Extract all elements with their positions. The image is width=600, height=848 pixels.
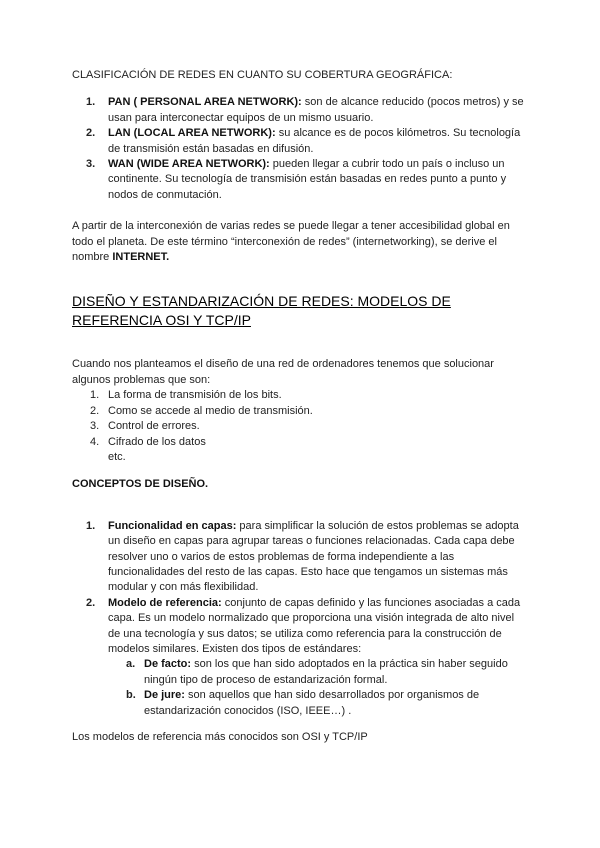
list-letter: a. (126, 658, 136, 671)
term-pan: PAN ( PERSONAL AREA NETWORK): (108, 96, 302, 109)
definition: son los que han sido adoptados en la práctica sin haber seguido ningún tipo de proceso de estandarización formal. (144, 658, 508, 686)
definition: para simplificar la solución de estos problemas se adopta un diseño en capas para agrupar tareas o funciones relacionadas. Cada capa debe resolver uno o varios de estos problemas de forma independiente a las funcionalidades del resto de las capas. Esto hace que tengamos un sistemas más modular y con más flexibilidad. (108, 519, 519, 594)
term-reference-model: Modelo de referencia: (108, 596, 222, 609)
list-item (72, 95, 528, 126)
concepts-list (72, 519, 528, 658)
definition: pueden llegar a cubrir todo un país o incluso un continente. Su tecnología de transmisión están basadas en redes punto a punto y nodos de conmutación. (108, 158, 507, 201)
list-number: 1. (86, 96, 96, 109)
list-item (72, 157, 528, 203)
standards-list (72, 657, 528, 719)
classification-intro: CLASIFICACIÓN DE REDES EN CUANTO SU COBERTURA GEOGRÁFICA: (72, 69, 453, 81)
list-number: 3. (86, 158, 96, 171)
list-number: 3. (90, 420, 100, 433)
list-item (72, 596, 528, 658)
term-lan: LAN (LOCAL AREA NETWORK): (108, 127, 276, 140)
concepts-heading: CONCEPTOS DE DISEÑO. (72, 478, 209, 491)
term-de-facto: De facto: (144, 658, 192, 671)
internet-paragraph (72, 219, 528, 265)
final-sentence: Los modelos de referencia más conocidos son OSI y TCP/IP (72, 731, 368, 743)
etc-text: etc. (108, 450, 126, 463)
list-item (72, 126, 528, 157)
network-types-list (72, 95, 528, 203)
term-wan: WAN (WIDE AREA NETWORK): (108, 158, 270, 171)
list-item (72, 688, 528, 719)
term-layers: Funcionalidad en capas: (108, 519, 237, 532)
internet-text: A partir de la interconexión de varias redes se puede llegar a tener accesibilidad global en todo el planeta. De este término “interconexión de redes” (internetworking), se derive el nombre (72, 220, 510, 264)
problem-text: Cifrado de los datos (108, 435, 206, 448)
problem-text: La forma de transmisión de los bits. (108, 389, 282, 402)
list-number: 4. (90, 435, 100, 448)
list-item (72, 388, 528, 403)
list-item (72, 435, 528, 450)
term-de-jure: De jure: (144, 689, 185, 702)
list-number: 2. (86, 127, 96, 140)
definition: conjunto de capas definido y las funciones asociadas a cada capa. Es un modelo normalizado que proporciona una visión integrada de alto nivel de una tecnología y sus datos; se utiliza como referencia para la construcción de modelos similares. Existen dos tipos de estándares: (108, 596, 521, 655)
list-item (72, 419, 528, 434)
list-item (72, 404, 528, 419)
definition: su alcance es de pocos kilómetros. Su tecnología de transmisión están basadas en difusión. (108, 127, 521, 155)
list-number: 1. (86, 519, 96, 532)
problem-text: Control de errores. (108, 420, 200, 433)
problem-text: Como se accede al medio de transmisión. (108, 404, 313, 417)
internet-term: INTERNET. (112, 251, 170, 264)
list-letter: b. (126, 689, 136, 702)
problems-list (72, 388, 528, 450)
problems-intro: Cuando nos planteamos el diseño de una red de ordenadores tenemos que solucionar algunos problemas que son: (72, 358, 494, 386)
list-number: 2. (90, 404, 100, 417)
list-number: 2. (86, 596, 96, 609)
definition: son de alcance reducido (pocos metros) y se usan para interconectar equipos de un mismo usuario. (108, 96, 524, 124)
list-item (72, 657, 528, 688)
definition: son aquellos que han sido desarrollados por organismos de estandarización conocidos (ISO, IEEE…) . (144, 689, 480, 717)
list-item (72, 519, 528, 596)
section-heading: DISEÑO Y ESTANDARIZACIÓN DE REDES: MODELOS DE REFERENCIA OSI Y TCP/IP (72, 293, 451, 329)
list-number: 1. (90, 389, 100, 402)
document-page (72, 68, 528, 745)
